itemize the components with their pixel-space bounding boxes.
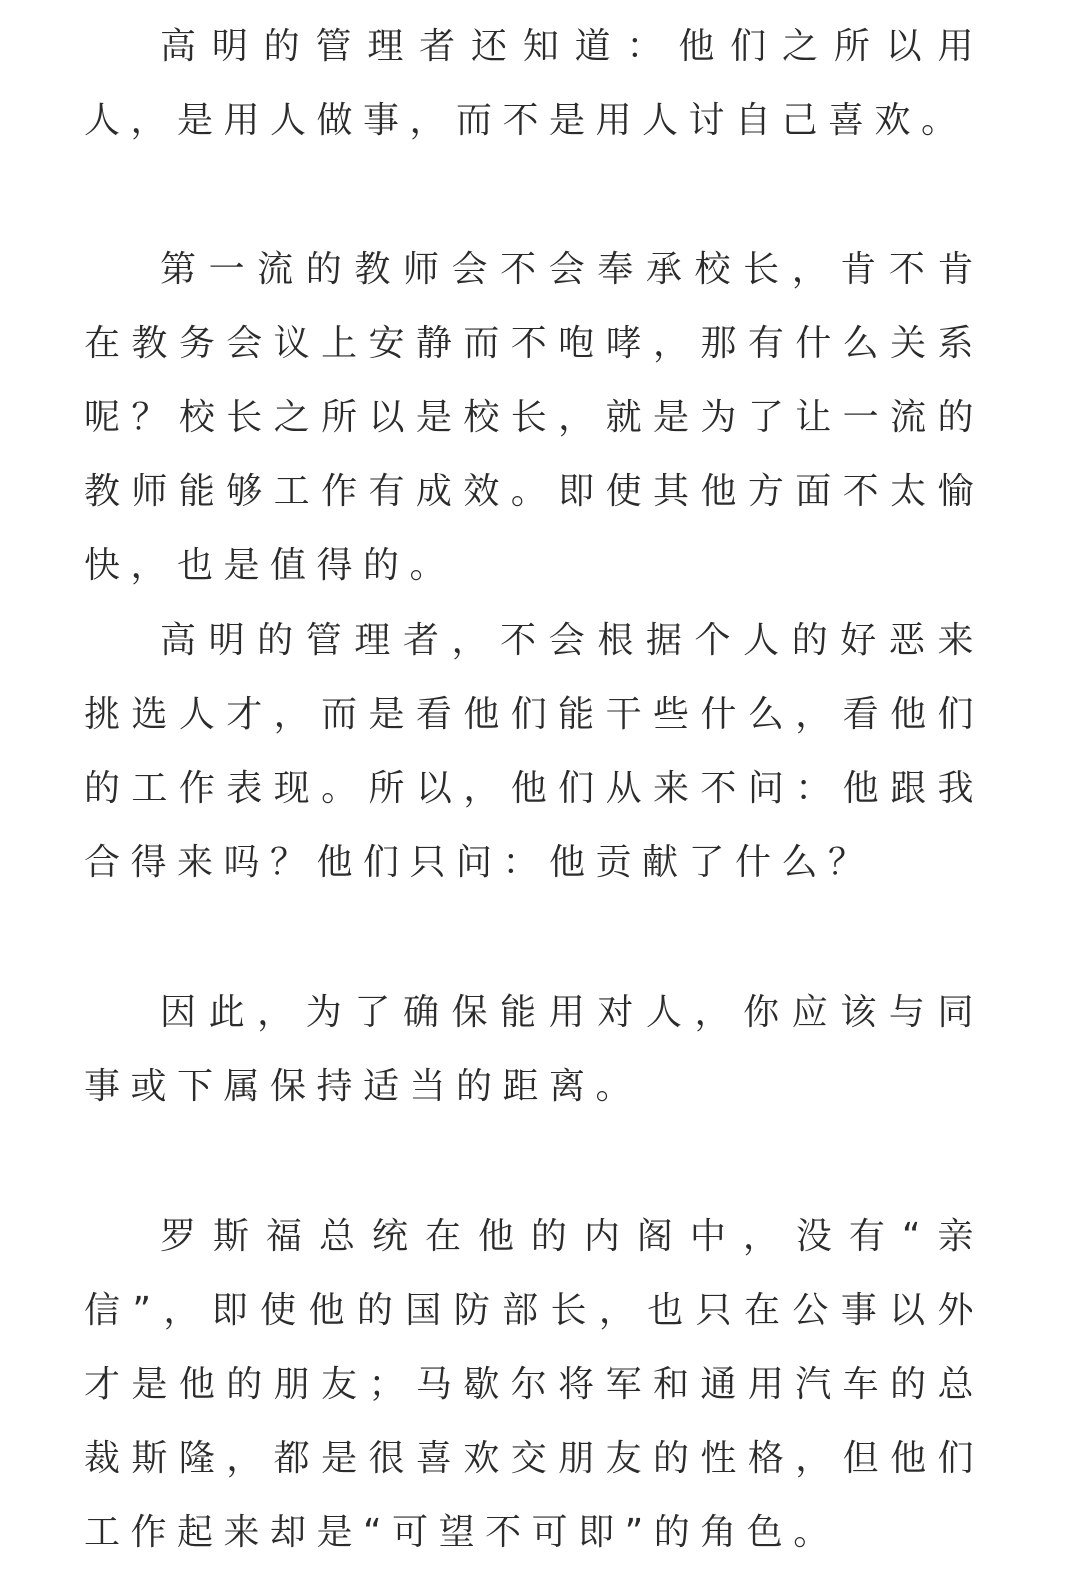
- paragraph-4: 因此，为了确保能用对人，你应该与同事或下属保持适当的距离。: [84, 992, 984, 1107]
- paragraph-1: 高明的管理者还知道：他们之所以用人，是用人做事，而不是用人讨自己喜欢。: [84, 26, 984, 141]
- paragraph-5: 罗斯福总统在他的内阁中，没有“亲信”，即使他的国防部长，也只在公事以外才是他的朋友；马歇尔将军和通用汽车的总裁斯隆，都是很喜欢交朋友的性格，但他们工作起来却是“可望不可即”的角色。: [84, 1216, 984, 1553]
- paragraph-3: 高明的管理者，不会根据个人的好恶来挑选人才，而是看他们能干些什么，看他们的工作表现。所以，他们从来不问：他跟我合得来吗？他们只问：他贡献了什么？: [84, 620, 984, 883]
- paragraph-2: 第一流的教师会不会奉承校长，肯不肯在教务会议上安静而不咆哮，那有什么关系呢？校长之所以是校长，就是为了让一流的教师能够工作有成效。即使其他方面不太愉快，也是值得的。: [84, 249, 984, 586]
